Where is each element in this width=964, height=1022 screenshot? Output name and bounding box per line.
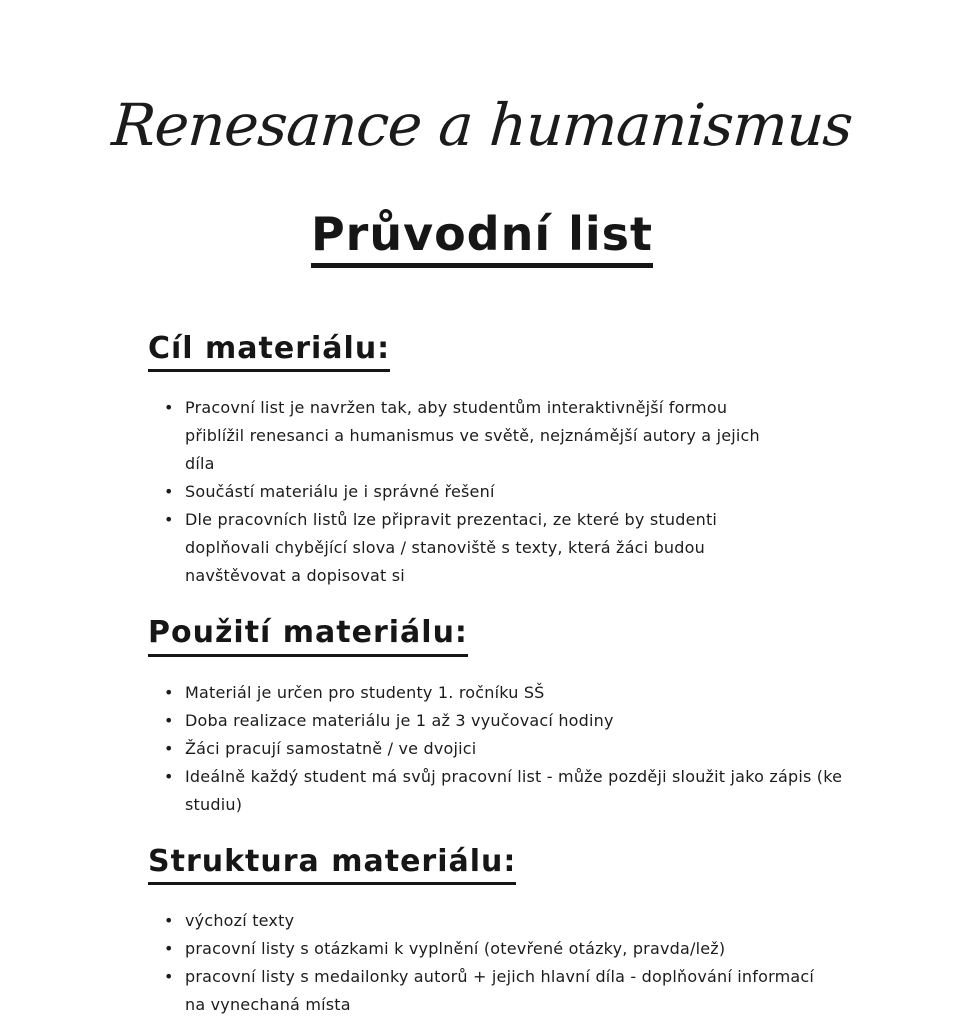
list-item-text: výchozí texty [185, 911, 295, 931]
section-heading [148, 845, 904, 886]
bullet-icon: • [164, 911, 174, 931]
list-item-text: Žáci pracují samostatně / ve dvojici [185, 738, 477, 758]
list-item-text: Pracovní list je navržen tak, aby studentům interaktivnější formou přiblížil renesanci a humanismus ve světě, nejznámější autory a jejich díla [185, 398, 760, 474]
section-heading [148, 332, 904, 373]
list-item-text: pracovní listy s medailonky autorů + jejich hlavní díla - doplňování informací na vynechaná místa [185, 967, 814, 1015]
bullet-icon: • [164, 710, 174, 730]
list-item [164, 679, 884, 707]
bullet-icon: • [164, 510, 174, 530]
bullet-list [164, 907, 814, 1019]
section-heading-text: Použití materiálu: [148, 616, 468, 657]
list-item-text: Dle pracovních listů lze připravit prezentaci, ze které by studenti doplňovali chybějící slova / stanoviště s texty, která žáci budou navštěvovat a dopisovat si [185, 510, 718, 586]
document-subtitle-text: Průvodní list [311, 209, 653, 268]
list-item [164, 935, 814, 963]
list-item [164, 506, 764, 590]
bullet-list [164, 394, 764, 590]
list-item [164, 478, 764, 506]
list-item [164, 963, 814, 1019]
bullet-icon: • [164, 738, 174, 758]
list-item [164, 735, 884, 763]
list-item-text: Materiál je určen pro studenty 1. ročníku SŠ [185, 682, 545, 702]
list-item [164, 707, 884, 735]
section-struktura-materialu [148, 845, 904, 1020]
bullet-icon: • [164, 766, 174, 786]
bullet-icon: • [164, 967, 174, 987]
list-item [164, 394, 764, 478]
list-item [164, 907, 814, 935]
bullet-icon: • [164, 482, 174, 502]
list-item-text: Doba realizace materiálu je 1 až 3 vyučovací hodiny [185, 710, 614, 730]
bullet-icon: • [164, 398, 174, 418]
list-item-text: pracovní listy s otázkami k vyplnění (otevřené otázky, pravda/lež) [185, 939, 726, 959]
section-heading [148, 616, 904, 657]
section-heading-text: Struktura materiálu: [148, 845, 516, 886]
section-cil-materialu [148, 332, 904, 591]
list-item-text: Ideálně každý student má svůj pracovní list - může později sloužit jako zápis (ke studiu) [185, 766, 843, 814]
list-item-text: Součástí materiálu je i správné řešení [185, 482, 495, 502]
bullet-list [164, 679, 884, 819]
section-heading-text: Cíl materiálu: [148, 332, 390, 373]
section-pouziti-materialu [148, 616, 904, 819]
document-subtitle [0, 209, 964, 268]
bullet-icon: • [164, 939, 174, 959]
bullet-icon: • [164, 682, 174, 702]
document-title: Renesance a humanismus [109, 91, 855, 159]
list-item [164, 763, 884, 819]
document-body [0, 332, 964, 1020]
